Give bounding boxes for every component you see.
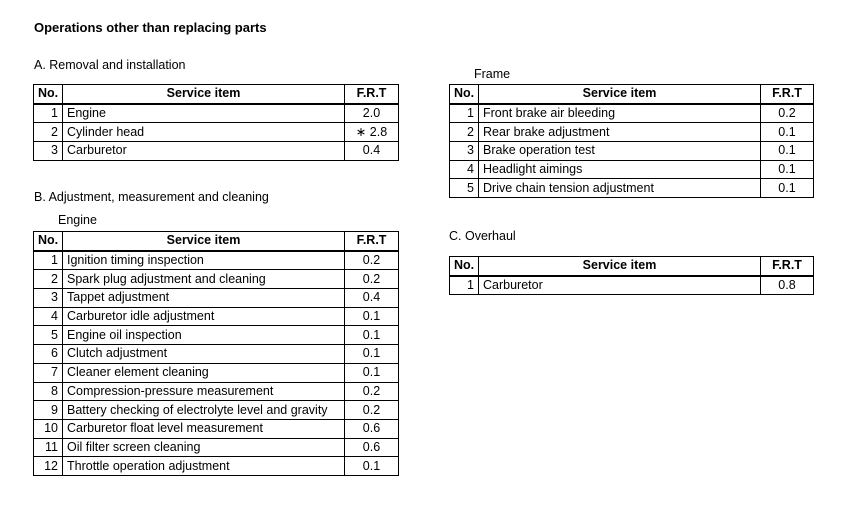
row-number: 5 <box>450 179 479 198</box>
table-row <box>34 270 399 289</box>
row-number: 10 <box>34 419 63 438</box>
row-number: 7 <box>34 363 63 382</box>
frt-value: 0.1 <box>761 160 814 179</box>
service-item: Ignition timing inspection <box>63 251 345 270</box>
table-row <box>34 457 399 476</box>
table-row <box>450 160 814 179</box>
service-item: Headlight aimings <box>479 160 761 179</box>
service-item: Throttle operation adjustment <box>63 457 345 476</box>
table-header-row <box>34 85 399 104</box>
header-frt: F.R.T <box>761 257 814 276</box>
frame-title: Frame <box>474 67 511 81</box>
frt-value: 0.4 <box>345 289 399 308</box>
frt-value: 0.1 <box>761 142 814 161</box>
service-item: Clutch adjustment <box>63 345 345 364</box>
frt-value: 0.8 <box>761 276 814 295</box>
header-no: No. <box>34 85 63 104</box>
table-row <box>34 251 399 270</box>
header-no: No. <box>450 257 479 276</box>
row-number: 2 <box>450 123 479 142</box>
row-number: 2 <box>34 123 63 142</box>
section-b-subtitle: Engine <box>58 213 97 227</box>
frt-value: 0.2 <box>345 382 399 401</box>
frt-value: 0.1 <box>761 179 814 198</box>
frt-value: 0.2 <box>345 251 399 270</box>
table-row <box>34 104 399 123</box>
row-number: 12 <box>34 457 63 476</box>
service-item: Carburetor idle adjustment <box>63 307 345 326</box>
frt-value: 0.1 <box>345 457 399 476</box>
frt-value: ∗ 2.8 <box>345 123 399 142</box>
frt-value: 0.2 <box>345 401 399 420</box>
row-number: 6 <box>34 345 63 364</box>
header-service-item: Service item <box>479 257 761 276</box>
frt-value: 0.2 <box>345 270 399 289</box>
table-row <box>450 142 814 161</box>
row-number: 1 <box>450 104 479 123</box>
table-row <box>34 401 399 420</box>
header-no: No. <box>34 232 63 251</box>
header-frt: F.R.T <box>761 85 814 104</box>
table-row <box>34 345 399 364</box>
service-item: Carburetor float level measurement <box>63 419 345 438</box>
section-c-title: C. Overhaul <box>449 229 516 243</box>
header-no: No. <box>450 85 479 104</box>
service-item: Brake operation test <box>479 142 761 161</box>
service-item: Carburetor <box>479 276 761 295</box>
frame-table <box>449 84 814 198</box>
service-item: Oil filter screen cleaning <box>63 438 345 457</box>
row-number: 3 <box>450 142 479 161</box>
header-service-item: Service item <box>63 85 345 104</box>
table-header-row <box>450 257 814 276</box>
frt-value: 0.6 <box>345 419 399 438</box>
service-item: Rear brake adjustment <box>479 123 761 142</box>
table-row <box>34 142 399 161</box>
table-row <box>34 307 399 326</box>
table-row <box>34 363 399 382</box>
service-item: Battery checking of electrolyte level and gravity <box>63 401 345 420</box>
header-service-item: Service item <box>479 85 761 104</box>
adjustment-table <box>33 231 399 476</box>
table-row <box>34 419 399 438</box>
service-item: Spark plug adjustment and cleaning <box>63 270 345 289</box>
table-row <box>34 438 399 457</box>
table-row <box>34 123 399 142</box>
header-service-item: Service item <box>63 232 345 251</box>
service-item: Cylinder head <box>63 123 345 142</box>
table-row <box>450 123 814 142</box>
frt-value: 0.1 <box>761 123 814 142</box>
frt-value: 0.1 <box>345 307 399 326</box>
row-number: 9 <box>34 401 63 420</box>
row-number: 1 <box>34 104 63 123</box>
row-number: 8 <box>34 382 63 401</box>
table-header-row <box>450 85 814 104</box>
row-number: 3 <box>34 142 63 161</box>
service-item: Engine oil inspection <box>63 326 345 345</box>
table-row <box>450 276 814 295</box>
frt-value: 0.1 <box>345 363 399 382</box>
service-item: Cleaner element cleaning <box>63 363 345 382</box>
table-header-row <box>34 232 399 251</box>
table-row <box>34 326 399 345</box>
header-frt: F.R.T <box>345 85 399 104</box>
row-number: 5 <box>34 326 63 345</box>
frt-value: 2.0 <box>345 104 399 123</box>
section-a-title: A. Removal and installation <box>34 58 186 72</box>
row-number: 3 <box>34 289 63 308</box>
service-item: Carburetor <box>63 142 345 161</box>
table-row <box>34 289 399 308</box>
row-number: 1 <box>34 251 63 270</box>
service-item: Tappet adjustment <box>63 289 345 308</box>
row-number: 2 <box>34 270 63 289</box>
table-row <box>34 382 399 401</box>
row-number: 11 <box>34 438 63 457</box>
service-item: Compression-pressure measurement <box>63 382 345 401</box>
frt-value: 0.1 <box>345 326 399 345</box>
removal-installation-table <box>33 84 399 161</box>
frt-value: 0.2 <box>761 104 814 123</box>
table-row <box>450 179 814 198</box>
row-number: 4 <box>450 160 479 179</box>
row-number: 4 <box>34 307 63 326</box>
service-item: Engine <box>63 104 345 123</box>
table-row <box>450 104 814 123</box>
overhaul-table <box>449 256 814 295</box>
header-frt: F.R.T <box>345 232 399 251</box>
service-item: Front brake air bleeding <box>479 104 761 123</box>
page-title: Operations other than replacing parts <box>34 20 267 35</box>
service-item: Drive chain tension adjustment <box>479 179 761 198</box>
frt-value: 0.1 <box>345 345 399 364</box>
row-number: 1 <box>450 276 479 295</box>
frt-value: 0.6 <box>345 438 399 457</box>
frt-value: 0.4 <box>345 142 399 161</box>
section-b-title: B. Adjustment, measurement and cleaning <box>34 190 269 204</box>
